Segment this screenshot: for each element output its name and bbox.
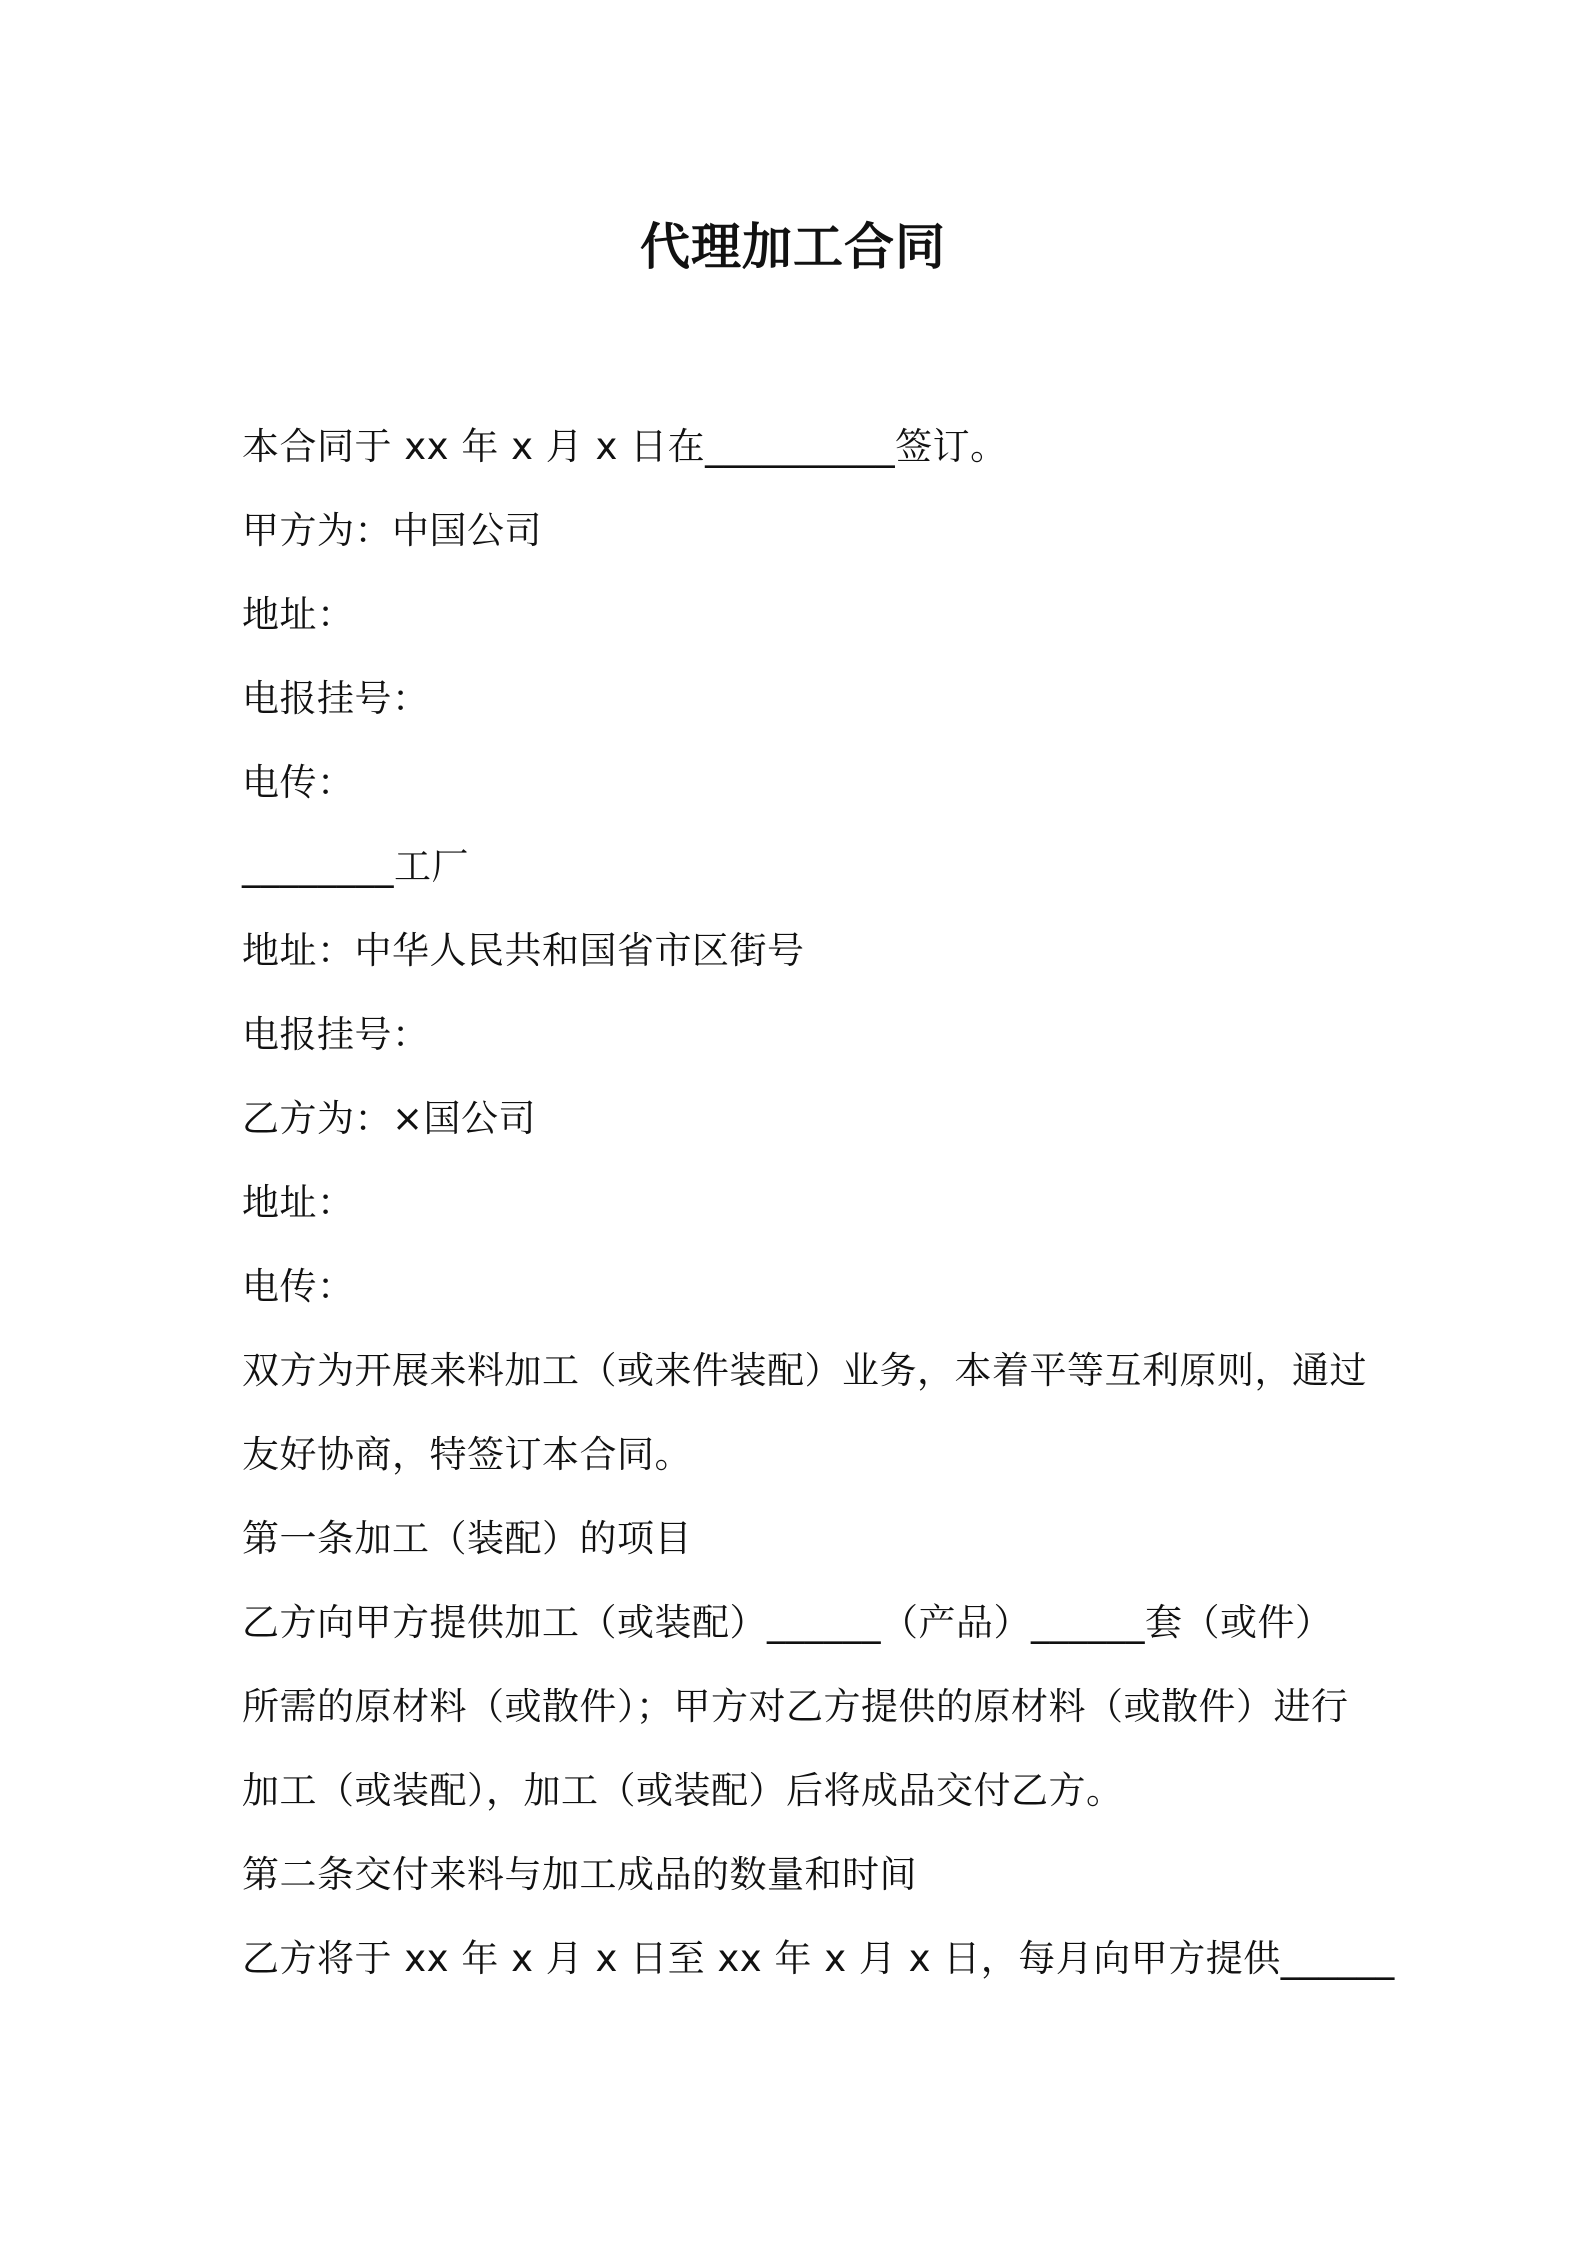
- article-1-line-1: 乙方向甲方提供加工（或装配）______（产品）______套（或件）: [242, 1601, 1333, 1644]
- party-a-name: 甲方为：中国公司: [242, 509, 542, 552]
- factory-cable: 电报挂号：: [242, 1013, 430, 1056]
- party-b-address: 地址：: [242, 1181, 355, 1224]
- party-b-telex: 电传：: [242, 1265, 355, 1308]
- party-b-name: 乙方为：×国公司: [242, 1097, 537, 1140]
- preamble-line-2: 友好协商，特签订本合同。: [242, 1433, 692, 1476]
- document-title: 代理加工合同: [640, 218, 946, 276]
- factory-address: 地址：中华人民共和国省市区街号: [242, 929, 805, 972]
- party-a-telex: 电传：: [242, 761, 355, 804]
- preamble-line-1: 双方为开展来料加工（或来件装配）业务，本着平等互利原则，通过: [242, 1349, 1367, 1392]
- article-1-line-2: 所需的原材料（或散件）；甲方对乙方提供的原材料（或散件）进行: [242, 1685, 1349, 1728]
- party-a-cable: 电报挂号：: [242, 677, 430, 720]
- party-a-address: 地址：: [242, 593, 355, 636]
- article-1-line-3: 加工（或装配），加工（或装配）后将成品交付乙方。: [242, 1769, 1124, 1812]
- signing-place-line: 本合同于 xx 年 x 月 x 日在__________签订。: [242, 425, 1008, 468]
- factory-name: ________工厂: [242, 845, 469, 888]
- document-body: [242, 405, 1395, 2001]
- article-2-heading: 第二条交付来料与加工成品的数量和时间: [242, 1853, 917, 1896]
- article-2-line-1: 乙方将于 xx 年 x 月 x 日至 xx 年 x 月 x 日，每月向甲方提供______: [242, 1937, 1395, 1980]
- article-1-heading: 第一条加工（装配）的项目: [242, 1517, 692, 1560]
